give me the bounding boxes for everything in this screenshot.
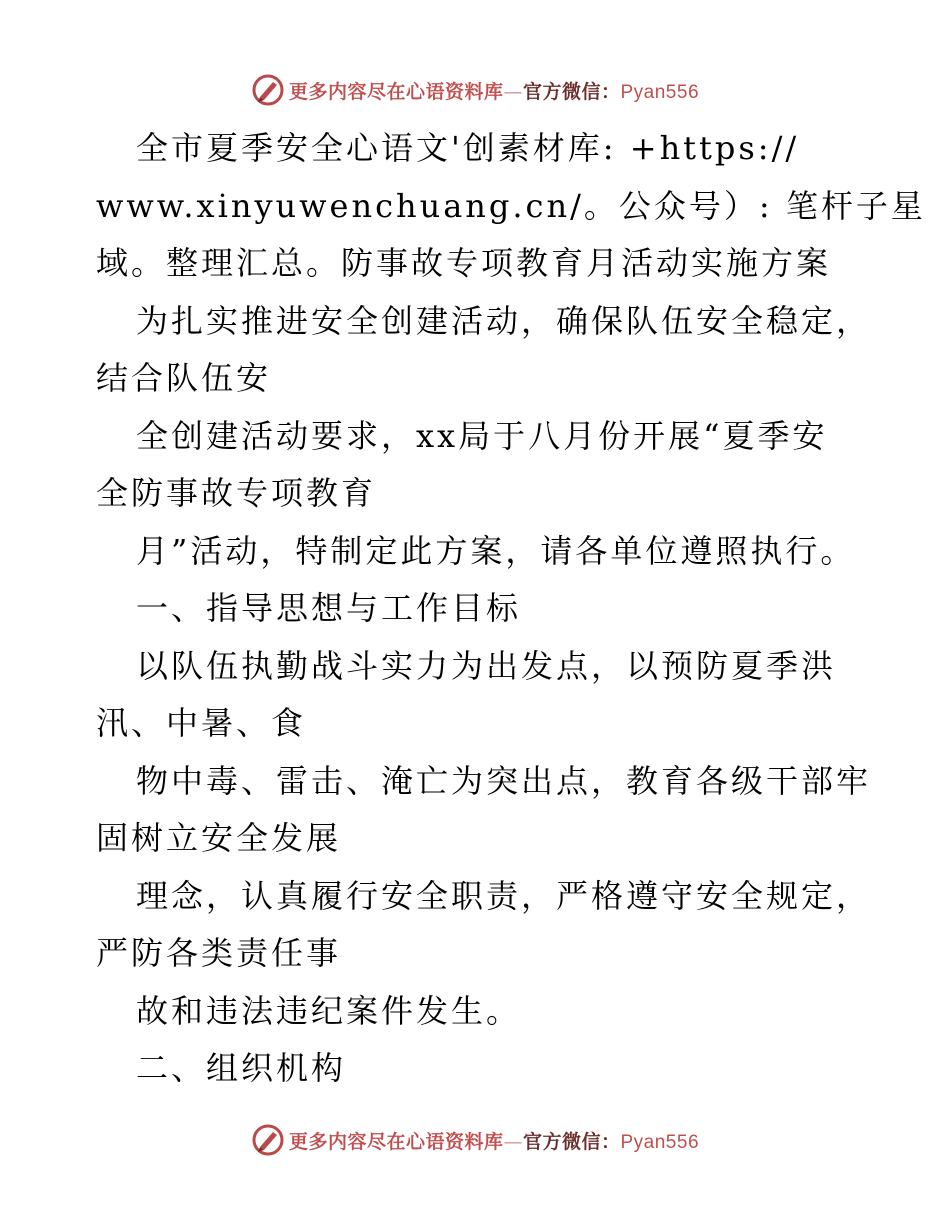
footer-banner [0,1120,950,1160]
banner-wechat-id: Pyan556 [620,1131,700,1153]
section-heading: 二、组织机构 [136,1049,347,1087]
header-banner [0,70,950,110]
banner-dash: — [503,80,523,103]
banner-text [289,77,699,104]
text-line: 理念，认真履行安全职责，严格遵守安全规定， [136,876,872,915]
text-line: 全市夏季安全心语文'创素材库: +https:// [136,129,800,167]
banner-main-text: 更多内容尽在心语资料库 [288,80,504,103]
text-line: www.xinyuwenchuang.cn/。公众号）: 笔杆子星 [96,186,926,225]
section-heading: 一、指导思想与工作目标 [136,589,522,627]
text-line: 故和违法违纪案件发生。 [136,991,522,1030]
text-line: 全防事故专项教育 [96,474,377,512]
text-line: 汛、中暑、食 [96,704,307,742]
banner-dash: — [503,1130,523,1153]
text-line: 严防各类责任事 [96,934,342,972]
text-line: 为扎实推进安全创建活动，确保队伍安全稳定， [136,301,872,340]
banner-wechat-id: Pyan556 [620,81,700,103]
banner-official-label: 官方微信： [522,1130,621,1153]
document-body [96,120,926,1098]
text-line: 结合队伍安 [96,359,272,397]
banner-official-label: 官方微信： [522,80,621,103]
banner-text [289,1127,699,1154]
text-line: 全创建活动要求，xx局于八月份开展“夏季安 [136,416,828,455]
text-line: 域。整理汇总。防事故专项教育月活动实施方案 [96,244,832,282]
text-line: 固树立安全发展 [96,819,342,857]
text-line: 月”活动，特制定此方案，请各单位遵照执行。 [136,531,856,570]
pen-logo-icon [251,73,285,107]
pen-logo-icon [251,1123,285,1157]
banner-main-text: 更多内容尽在心语资料库 [288,1130,504,1153]
text-line: 物中毒、雷击、淹亡为突出点，教育各级干部牢 [136,761,872,800]
text-line: 以队伍执勤战斗实力为出发点，以预防夏季洪 [136,646,837,685]
